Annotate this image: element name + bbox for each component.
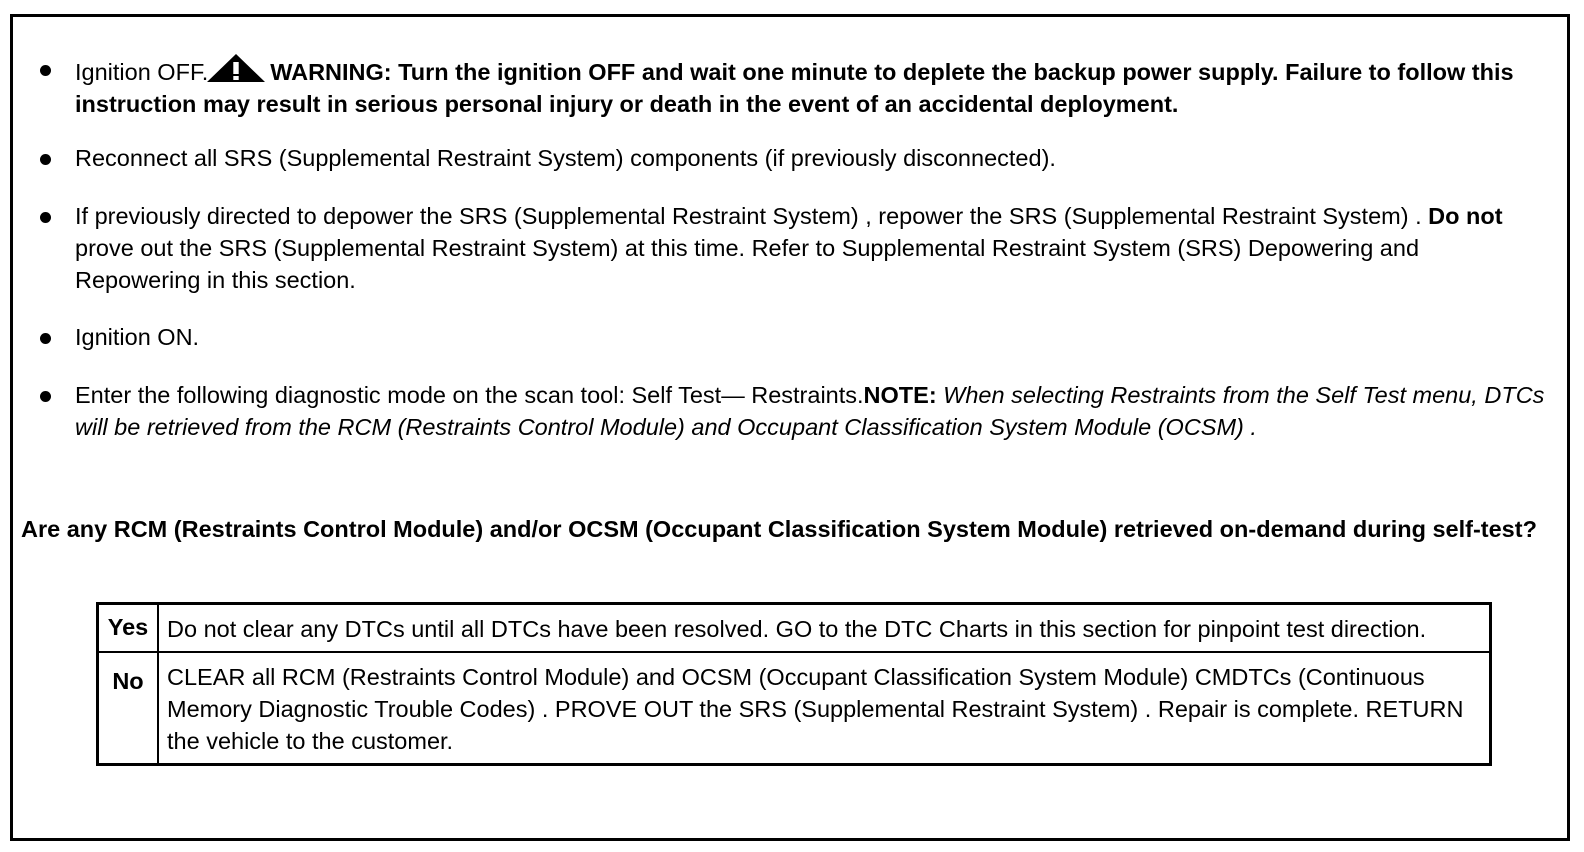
step-plain-text: Ignition OFF. bbox=[75, 59, 209, 85]
answer-table bbox=[96, 602, 1492, 766]
answer-row-no bbox=[98, 652, 1491, 765]
question-heading: Are any RCM (Restraints Control Module) and/or OCSM (Occupant Classification System Module) retrieved on-demand during self-test? bbox=[21, 516, 1537, 542]
bullet-icon bbox=[40, 212, 51, 223]
note-label: NOTE: bbox=[863, 382, 937, 408]
answer-row-yes bbox=[98, 604, 1491, 653]
do-not-emphasis: Do not bbox=[1428, 203, 1503, 229]
warning-triangle-icon bbox=[206, 53, 266, 83]
step-text bbox=[75, 200, 1545, 296]
answer-text-yes: Do not clear any DTCs until all DTCs have been resolved. GO to the DTC Charts in this section for pinpoint test direction. bbox=[158, 604, 1491, 653]
step-text-b: prove out the SRS (Supplemental Restraint System) at this time. Refer to Supplemental Restraint System (SRS) Depowering and Repowering in this section. bbox=[75, 235, 1420, 293]
procedure-frame bbox=[10, 14, 1570, 841]
step-text-a: If previously directed to depower the SRS (Supplemental Restraint System) , repower the SRS (Supplemental Restraint System) . bbox=[75, 203, 1429, 229]
step-text: Ignition ON. bbox=[75, 324, 200, 350]
warning-text: WARNING: Turn the ignition OFF and wait one minute to deplete the backup power supply. Failure to follow this instruction may result in serious personal injury or death in the event of an accidental deployment. bbox=[75, 59, 1514, 117]
answer-label-no: No bbox=[98, 652, 159, 765]
note-text: When selecting Restraints from the Self Test menu, DTCs will be retrieved from the RCM (Restraints Control Module) and Occupant Classification System Module (OCSM) . bbox=[75, 382, 1545, 440]
step-text-a: Enter the following diagnostic mode on the scan tool: Self Test— Restraints. bbox=[75, 382, 864, 408]
bullet-icon bbox=[40, 333, 51, 344]
bullet-icon bbox=[40, 154, 51, 165]
answer-text-no: CLEAR all RCM (Restraints Control Module) and OCSM (Occupant Classification System Module) CMDTCs (Continuous Memory Diagnostic Trouble Codes) . PROVE OUT the SRS (Supplemental Restraint System) . Repair is complete. RETURN the vehicle to the customer. bbox=[158, 652, 1491, 765]
step-text bbox=[75, 379, 1545, 443]
step-text: Reconnect all SRS (Supplemental Restraint System) components (if previously disconnected). bbox=[75, 145, 1056, 171]
answer-label-yes: Yes bbox=[98, 604, 159, 653]
bullet-icon bbox=[40, 391, 51, 402]
bullet-icon bbox=[40, 65, 51, 76]
step-text bbox=[75, 53, 1545, 120]
